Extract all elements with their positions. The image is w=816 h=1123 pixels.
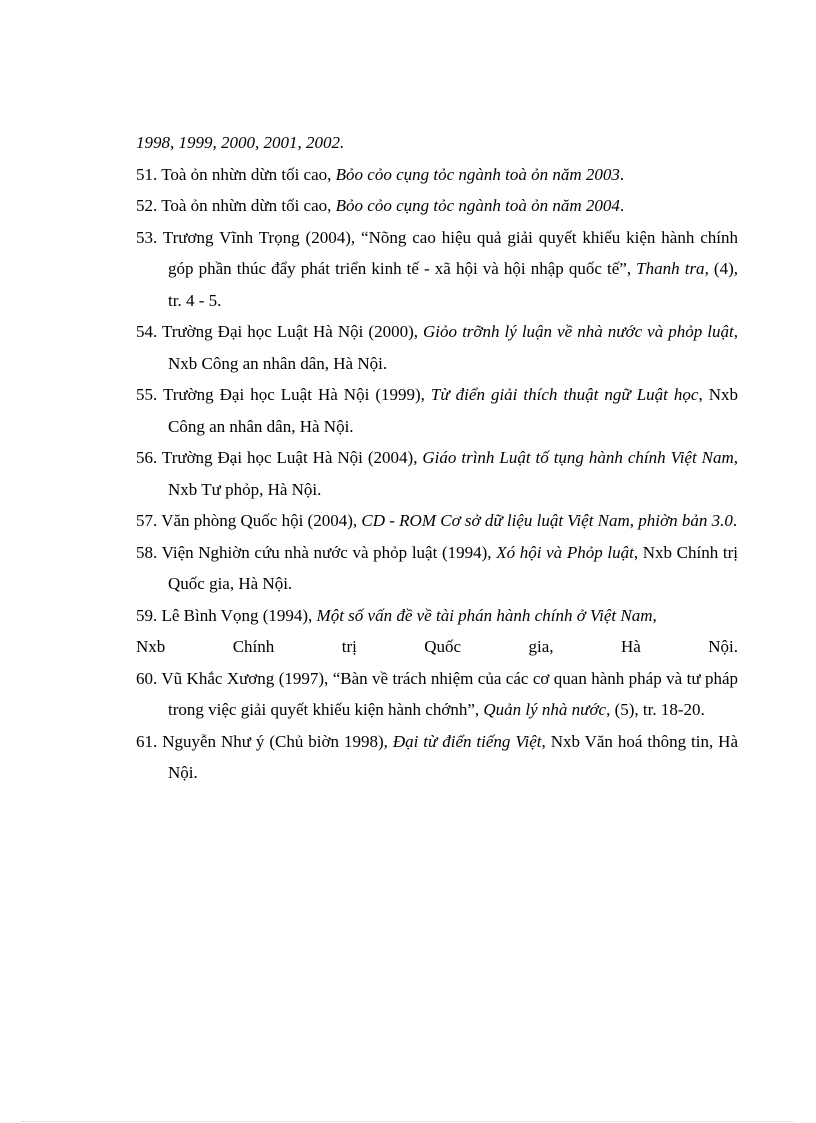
reference-number: 52. [136, 196, 158, 215]
reference-item-58 [136, 537, 738, 600]
reference-number: 58. [136, 542, 158, 562]
reference-title: Thanh tra [636, 259, 705, 278]
page-bottom-rule [22, 1121, 794, 1122]
reference-tail: . [732, 511, 738, 530]
reference-tail: , [652, 605, 657, 625]
reference-text: Nguyễn Như ý (Chủ biờn 1998), [157, 731, 393, 751]
reference-title: Giáo trình Luật tố tụng hành chính Việt Nam [422, 448, 734, 467]
reference-title: Bỏo cỏo cụng tỏc ngành toà ỏn năm 2003 [335, 164, 620, 184]
reference-item-59 [136, 600, 738, 663]
reference-item-60 [136, 663, 738, 726]
reference-tail: , Nxb Công an nhân dân, Hà Nội. [168, 385, 739, 436]
reference-item-51 [136, 159, 738, 191]
reference-tail: . [619, 196, 625, 215]
reference-title: Đại từ điển tiếng Việt [392, 731, 542, 751]
reference-number: 53. [136, 227, 158, 247]
reference-number: 59. [136, 605, 158, 625]
reference-text: Toà ỏn nhừn dừn tối cao, [157, 196, 336, 215]
reference-number: 56. [136, 448, 158, 467]
reference-number: 57. [136, 511, 158, 530]
reference-text: Trường Đại học Luật Hà Nội (2004), [157, 448, 423, 467]
reference-tail: . [619, 164, 625, 184]
reference-tail: , (5), tr. 18-20. [606, 700, 705, 719]
reference-tail: , Nxb Tư phỏp, Hà Nội. [168, 448, 739, 499]
reference-text: Viện Nghiờn cứu nhà nước và phỏp luật (1994), [157, 542, 497, 562]
reference-number: 54. [136, 322, 158, 341]
reference-item-56 [136, 442, 738, 505]
reference-text: Lê Bình Vọng (1994), [157, 605, 317, 625]
reference-continuation: 1998, 1999, 2000, 2001, 2002. [136, 133, 345, 152]
reference-list [136, 127, 738, 789]
reference-item-61 [136, 726, 738, 789]
reference-item-53 [136, 222, 738, 317]
reference-tail: , Nxb Chính trị Quốc gia, Hà Nội. [168, 542, 738, 593]
reference-number: 61. [136, 731, 158, 751]
reference-item-54 [136, 316, 738, 379]
reference-number: 60. [136, 668, 158, 688]
reference-title: Một số vấn đề về tài phán hành chính ở Việt Nam [316, 605, 653, 625]
reference-title: Xó hội và Phỏp luật [496, 542, 634, 562]
reference-title: Từ điển giải thích thuật ngữ Luật học [430, 385, 699, 404]
reference-item-57 [136, 505, 738, 537]
reference-tail: , Nxb Văn hoá thông tin, Hà Nội. [168, 731, 739, 782]
reference-title: Quản lý nhà nước [483, 700, 607, 719]
reference-number: 51. [136, 164, 158, 184]
reference-publisher-line: Nxb Chính trị Quốc gia, Hà Nội. [136, 637, 738, 656]
reference-text: Vũ Khắc Xương (1997), “Bàn về trách nhiệm của các cơ quan hành pháp và tư pháp trong việc giải quyết khiếu kiện hành chớnh”, [157, 668, 738, 719]
reference-tail: , (4), tr. 4 - 5. [168, 259, 738, 310]
reference-text: Trương Vĩnh Trọng (2004), “Nõng cao hiệu quả giải quyết khiếu kiện hành chính góp phần thúc đẩy phát triển kinh tế - xã hội và hội nhập quốc tế”, [157, 227, 738, 278]
reference-item-52 [136, 190, 738, 222]
reference-text: Trường Đại học Luật Hà Nội (1999), [157, 385, 431, 404]
reference-text: Trường Đại học Luật Hà Nội (2000), [157, 322, 424, 341]
reference-text: Văn phòng Quốc hội (2004), [157, 511, 362, 530]
reference-tail: , Nxb Công an nhân dân, Hà Nội. [168, 322, 738, 373]
reference-title: CD - ROM Cơ sở dữ liệu luật Việt Nam, phiờn bản 3.0 [361, 511, 733, 530]
reference-item-55 [136, 379, 738, 442]
reference-title: Giỏo trỡnh lý luận về nhà nước và phỏp luật [423, 322, 734, 341]
reference-title: Bỏo cỏo cụng tỏc ngành toà ỏn năm 2004 [335, 196, 620, 215]
reference-number: 55. [136, 385, 158, 404]
reference-text: Toà ỏn nhừn dừn tối cao, [157, 164, 336, 184]
